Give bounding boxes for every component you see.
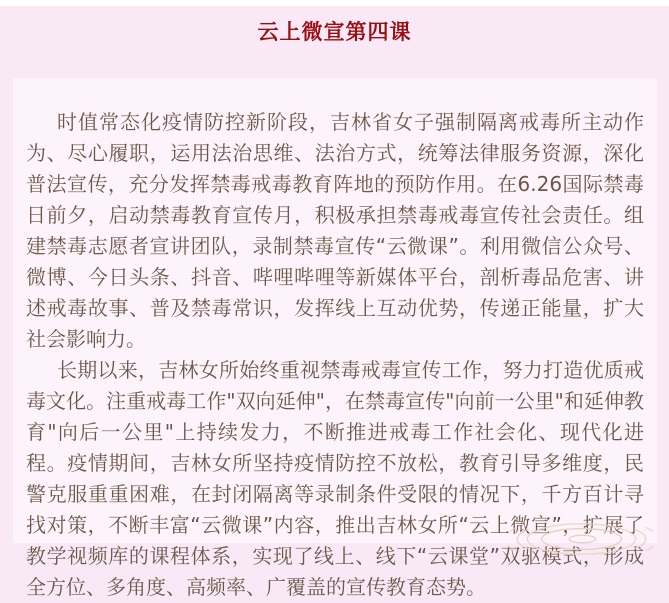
water-ripple-icon [508,521,653,559]
article-paragraph-2: 长期以来，吉林女所始终重视禁毒戒毒宣传工作，努力打造优质戒毒文化。注重戒毒工作"双向延伸"，在禁毒宣传"向前一公里"和延伸教育"向后一公里"上持续发力，不断推进戒毒工作社会化、现代化进程。疫情期间，吉林女所坚持疫情防控不放松，教育引导多维度，民警克服重重困难，在封闭隔离等录制条件受限的情况下，千方百计寻找对策，不断丰富“云微课”内容，推出吉林女所“云上微宣”，扩展了教学视频库的课程体系，实现了线上、线下“云课堂”双驱模式，形成全方位、多角度、高频率、广覆盖的宣传教育态势。 [26,358,644,599]
article-paragraph-1: 时值常态化疫情防控新阶段，吉林省女子强制隔离戒毒所主动作为、尽心履职，运用法治思维、法治方式，统筹法律服务资源，深化普法宣传，充分发挥禁毒戒毒教育阵地的预防作用。在6.26国际禁毒日前夕，启动禁毒教育宣传月，积极承担禁毒戒毒宣传社会责任。组建禁毒志愿者宣讲团队，录制禁毒宣传“云微课”。利用微信公众号、微博、今日头条、抖音、哔哩哔哩等新媒体平台，剖析毒品危害、讲述戒毒故事、普及禁毒常识，发挥线上互动优势，传递正能量，扩大社会影响力。 [26,110,644,351]
top-white-strip [0,0,669,6]
article-card [13,78,657,599]
page-title: 云上微宣第四课 [257,20,412,44]
